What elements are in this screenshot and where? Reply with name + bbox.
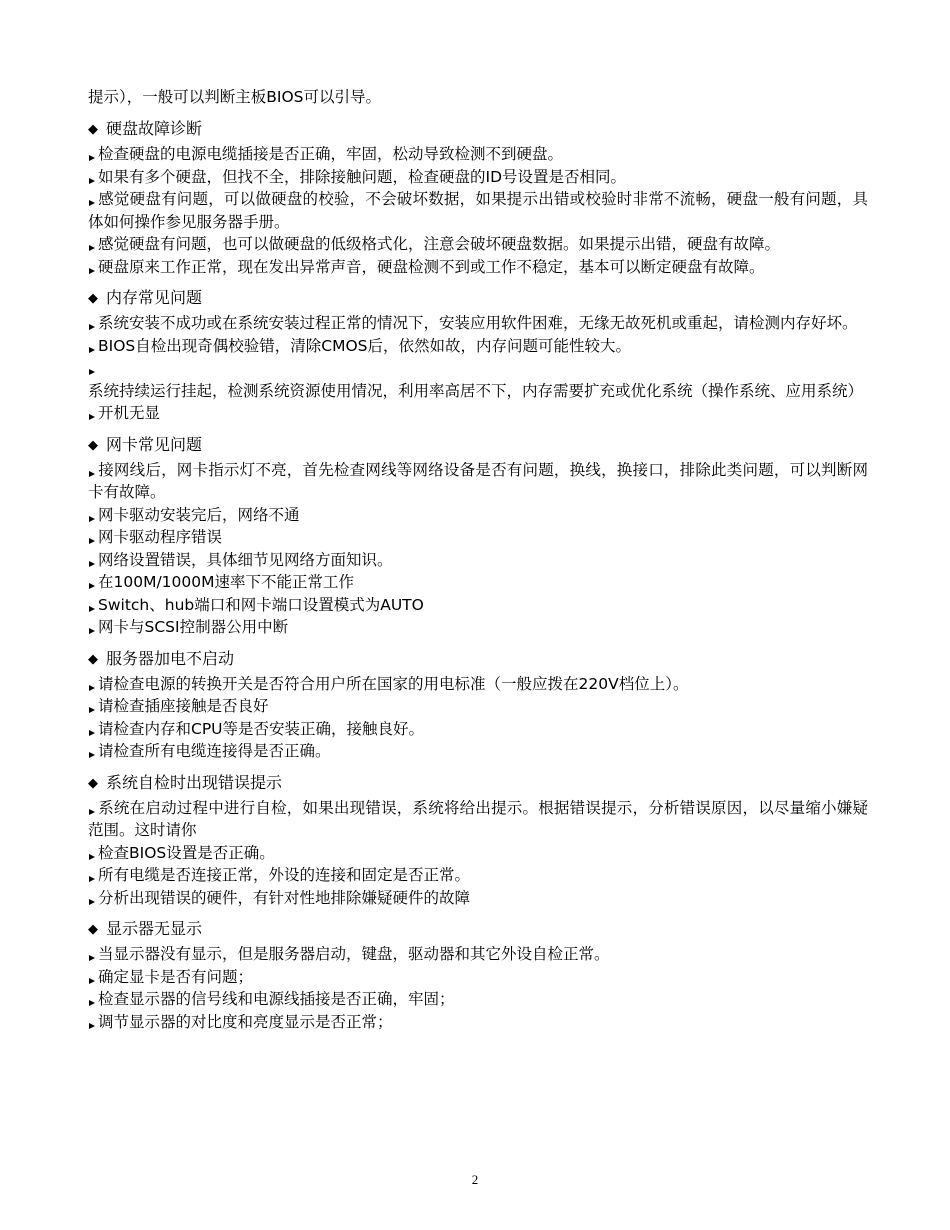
list-item — [88, 695, 868, 718]
list-item-text: 请检查内存和CPU等是否安装正确，接触良好。 — [98, 719, 425, 738]
list-item — [88, 842, 868, 865]
list-item — [88, 571, 868, 594]
list-item-text: 网卡驱动安装完后，网络不通 — [98, 505, 300, 524]
arrow-bullet-icon — [88, 1011, 98, 1033]
list-item-text: 检查显示器的信号线和电源线插接是否正确，牢固； — [98, 990, 455, 1008]
section-heading — [88, 286, 868, 311]
section-title: 系统自检时出现错误提示 — [106, 772, 283, 792]
diamond-bullet-icon: ◆ — [88, 651, 98, 667]
arrow-bullet-icon — [88, 402, 98, 424]
arrow-bullet-icon — [88, 256, 98, 278]
arrow-bullet-icon — [88, 966, 98, 988]
arrow-bullet-icon — [88, 943, 98, 965]
arrow-bullet-icon — [88, 797, 98, 819]
list-item — [88, 233, 868, 256]
list-item — [88, 673, 868, 696]
list-item-text: 当显示器没有显示，但是服务器启动，键盘，驱动器和其它外设自检正常。 — [98, 945, 610, 963]
section-heading — [88, 117, 868, 142]
section-title: 服务器加电不启动 — [106, 648, 235, 668]
list-item — [88, 459, 868, 504]
list-item-text: 感觉硬盘有问题，可以做硬盘的校验，不会破坏数据，如果提示出错或校验时非常不流畅，硬盘一般有问题，具体如何操作参见服务器手册。 — [88, 190, 868, 231]
section — [88, 433, 868, 639]
list-item-text: 检查硬盘的电源电缆插接是否正确，牢固，松动导致检测不到硬盘。 — [98, 145, 564, 163]
list-item-text: 网络设置错误，具体细节见网络方面知识。 — [98, 550, 393, 569]
list-item — [88, 256, 868, 279]
list-item-text: 系统安装不成功或在系统安装过程正常的情况下，安装应用软件困难，无缘无故死机或重起，请检测内存好坏。 — [98, 314, 858, 332]
sections-container — [88, 117, 868, 1033]
list-item — [88, 616, 868, 639]
list-item — [88, 1011, 868, 1034]
arrow-bullet-icon — [88, 459, 98, 481]
list-item-text: 检查BIOS设置是否正确。 — [98, 843, 275, 862]
section-heading — [88, 917, 868, 942]
section-title: 网卡常见问题 — [106, 434, 203, 454]
list-item — [88, 166, 868, 189]
list-item — [88, 718, 868, 741]
arrow-bullet-icon — [88, 335, 98, 357]
list-item-text: 开机无显 — [98, 404, 161, 422]
arrow-bullet-icon — [88, 988, 98, 1010]
arrow-bullet-icon — [88, 549, 98, 571]
arrow-bullet-icon — [88, 357, 98, 379]
list-item — [88, 143, 868, 166]
arrow-bullet-icon — [88, 233, 98, 255]
diamond-bullet-icon: ◆ — [88, 775, 98, 791]
list-item-text: 请检查电源的转换开关是否符合用户所在国家的用电标准（一般应拨在220V档位上）。 — [98, 674, 689, 693]
section — [88, 117, 868, 278]
list-item — [88, 864, 868, 887]
section-title: 显示器无显示 — [106, 919, 203, 938]
list-item — [88, 504, 868, 527]
list-item-text: BIOS自检出现奇偶校验错，清除CMOS后，依然如故，内存问题可能性较大。 — [98, 336, 631, 355]
list-item-text: 分析出现错误的硬件，有针对性地排除嫌疑硬件的故障 — [98, 888, 471, 907]
section-heading — [88, 647, 868, 672]
list-item — [88, 357, 868, 402]
arrow-bullet-icon — [88, 143, 98, 165]
diamond-bullet-icon: ◆ — [88, 922, 98, 937]
arrow-bullet-icon — [88, 571, 98, 593]
list-item-text: 请检查所有电缆连接得是否正确。 — [98, 742, 331, 760]
section-title: 内存常见问题 — [106, 288, 203, 307]
list-item — [88, 988, 868, 1011]
list-item-text: 感觉硬盘有问题，也可以做硬盘的低级格式化，注意会破坏硬盘数据。如果提示出错，硬盘有故障。 — [98, 235, 781, 253]
list-item-text: 在100M/1000M速率下不能正常工作 — [98, 573, 355, 591]
arrow-bullet-icon — [88, 718, 98, 740]
arrow-bullet-icon — [88, 526, 98, 548]
section-heading — [88, 771, 868, 796]
page-number: 2 — [471, 1172, 479, 1187]
list-item — [88, 887, 868, 910]
section — [88, 771, 868, 910]
arrow-bullet-icon — [88, 740, 98, 762]
arrow-bullet-icon — [88, 616, 98, 638]
list-item-text: Switch、hub端口和网卡端口设置模式为AUTO — [98, 595, 424, 614]
diamond-bullet-icon: ◆ — [88, 291, 98, 306]
list-item-text: 硬盘原来工作正常，现在发出异常声音，硬盘检测不到或工作不稳定，基本可以断定硬盘有故障。 — [98, 257, 765, 276]
section — [88, 286, 868, 425]
arrow-bullet-icon — [88, 842, 98, 864]
list-item — [88, 335, 868, 358]
list-item-text: 调节显示器的对比度和亮度显示是否正常； — [98, 1012, 393, 1031]
arrow-bullet-icon — [88, 887, 98, 909]
list-item — [88, 943, 868, 966]
list-item — [88, 594, 868, 617]
diamond-bullet-icon: ◆ — [88, 122, 98, 137]
list-item — [88, 966, 868, 989]
list-item-text: 网卡与SCSI控制器公用中断 — [98, 618, 289, 636]
intro-text: 提示），一般可以判断主板BIOS可以引导。 — [88, 88, 381, 106]
list-item-text: 如果有多个硬盘，但找不全，排除接触问题，检查硬盘的ID号设置是否相同。 — [98, 167, 627, 186]
arrow-bullet-icon — [88, 166, 98, 188]
list-item — [88, 526, 868, 549]
arrow-bullet-icon — [88, 188, 98, 210]
arrow-bullet-icon — [88, 504, 98, 526]
section-heading — [88, 433, 868, 458]
list-item-text: 系统持续运行挂起，检测系统资源使用情况，利用率高居不下，内存需要扩充或优化系统（操作系统、应用系统） — [88, 381, 864, 400]
list-item — [88, 797, 868, 842]
list-item-text: 确定显卡是否有问题； — [98, 967, 254, 986]
list-item — [88, 402, 868, 425]
document-page — [88, 86, 868, 1033]
list-item — [88, 740, 868, 763]
section — [88, 917, 868, 1033]
list-item — [88, 188, 868, 233]
arrow-bullet-icon — [88, 864, 98, 886]
section — [88, 647, 868, 763]
list-item — [88, 312, 868, 335]
list-item-text: 接网线后，网卡指示灯不亮，首先检查网线等网络设备是否有问题，换线，换接口，排除此类问题，可以判断网卡有故障。 — [88, 460, 868, 501]
list-item-text: 所有电缆是否连接正常，外设的连接和固定是否正常。 — [98, 866, 471, 884]
arrow-bullet-icon — [88, 673, 98, 695]
list-item-text: 请检查插座接触是否良好 — [98, 697, 269, 715]
list-item — [88, 549, 868, 572]
arrow-bullet-icon — [88, 594, 98, 616]
arrow-bullet-icon — [88, 695, 98, 717]
list-item-text: 网卡驱动程序错误 — [98, 528, 223, 546]
diamond-bullet-icon: ◆ — [88, 437, 98, 453]
list-item-text: 系统在启动过程中进行自检，如果出现错误，系统将给出提示。根据错误提示，分析错误原因，以尽量缩小嫌疑范围。这时请你 — [88, 798, 868, 839]
arrow-bullet-icon — [88, 312, 98, 334]
section-title: 硬盘故障诊断 — [106, 119, 203, 138]
